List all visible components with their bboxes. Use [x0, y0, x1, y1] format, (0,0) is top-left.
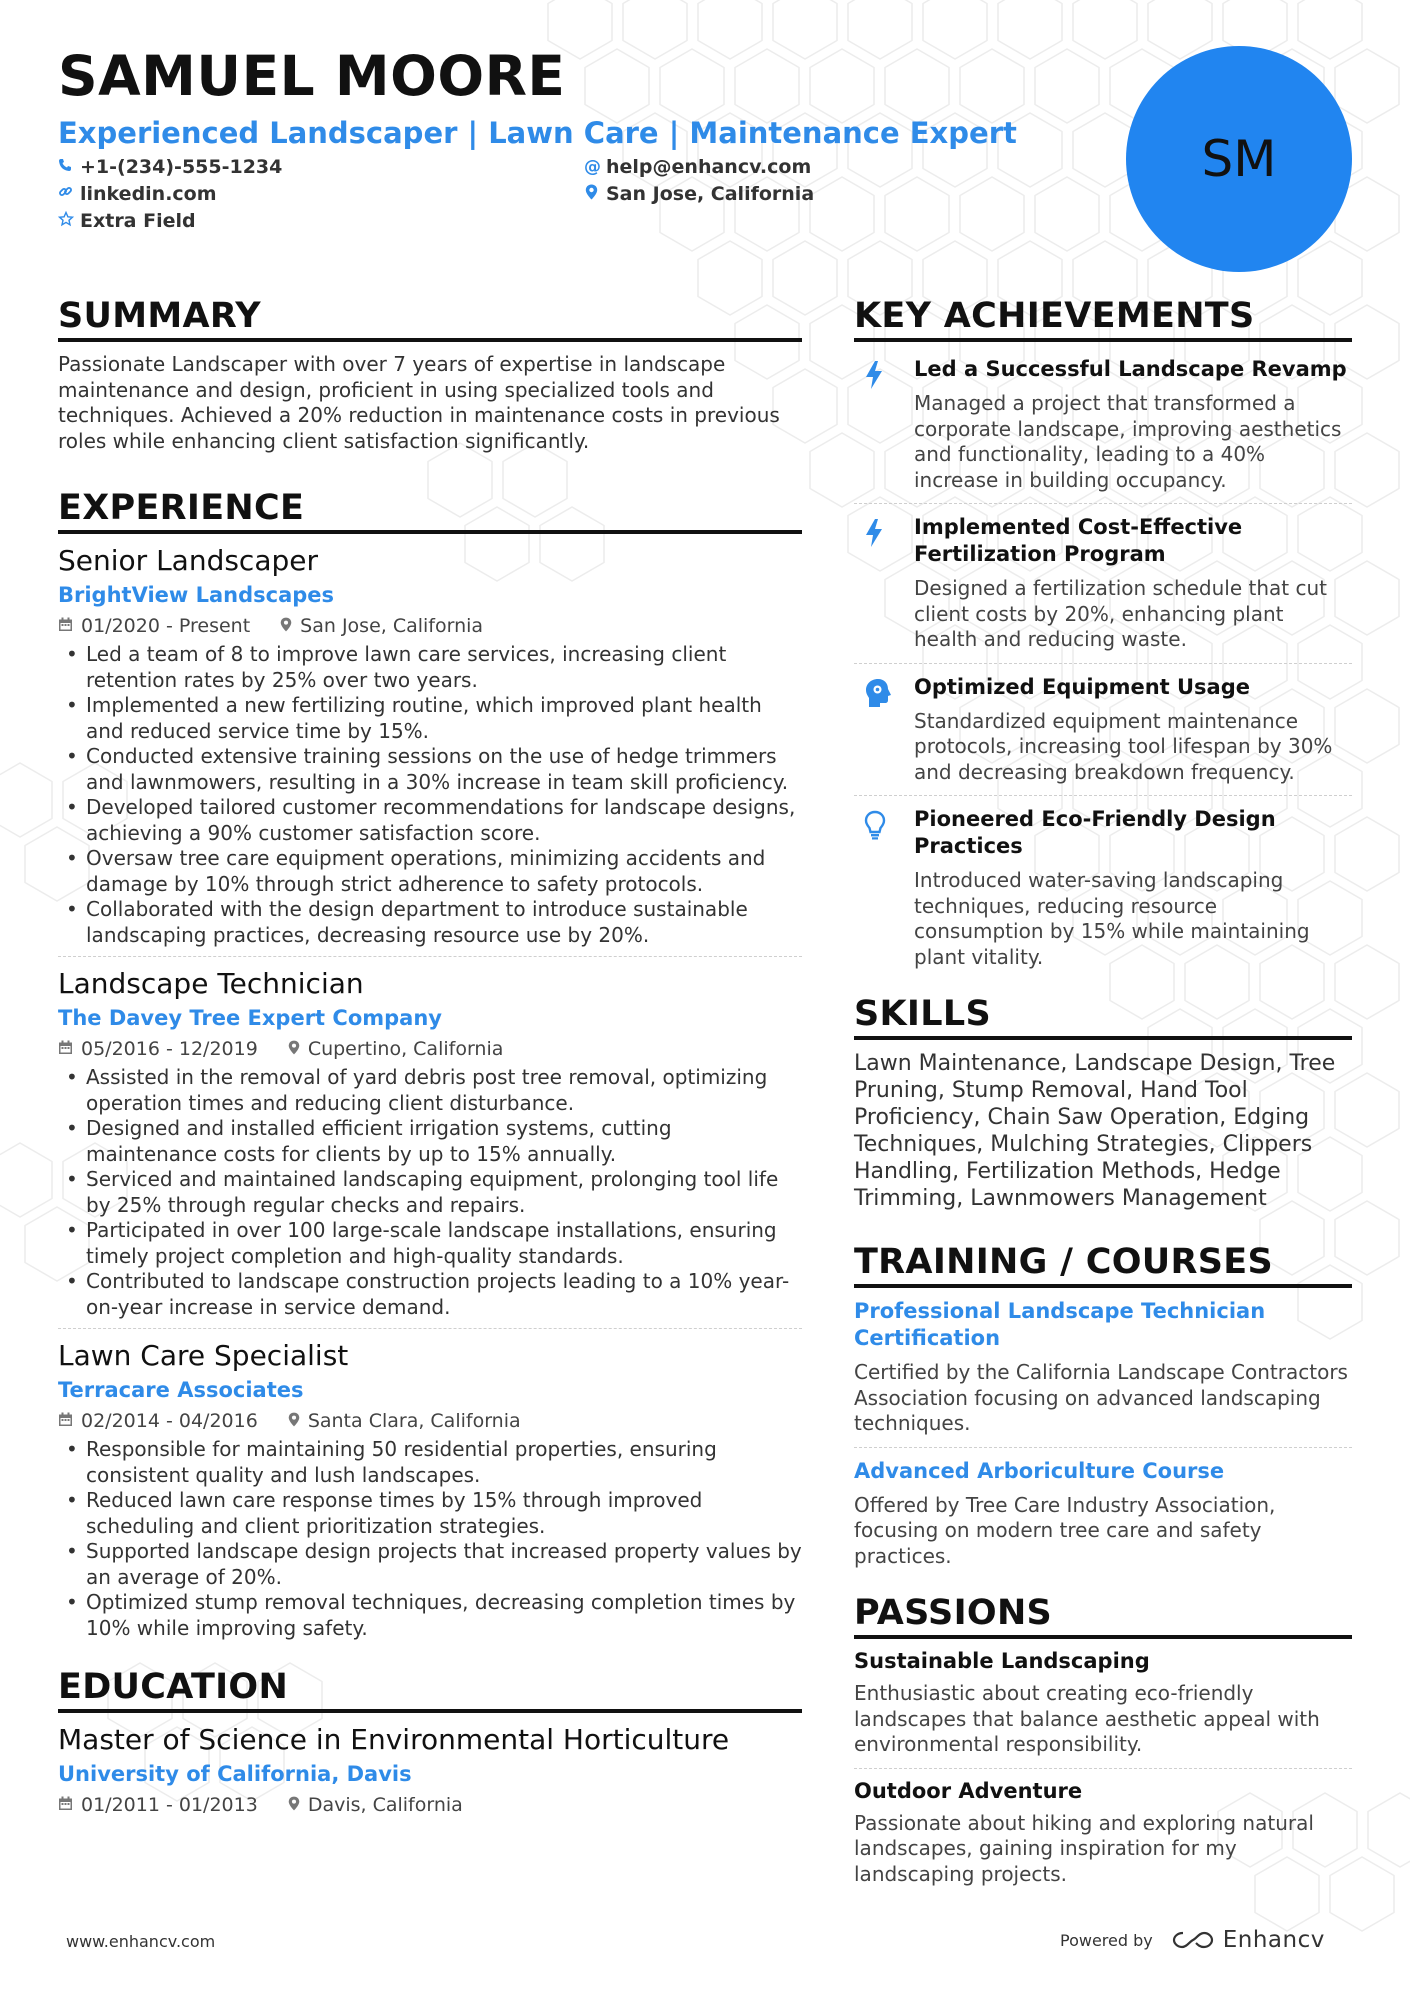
bullet-item: • Supported landscape design projects that increased property values by an average of 20%.: [58, 1539, 802, 1590]
bullet-item: • Designed and installed efficient irrigation systems, cutting maintenance costs for clients by up to 15% annually.: [58, 1116, 802, 1167]
contact-linkedin: [58, 183, 217, 205]
enhancv-brand-text: Enhancv: [1222, 1927, 1325, 1953]
candidate-name: SAMUEL MOORE: [58, 44, 566, 108]
map-pin-icon: [288, 1040, 300, 1059]
entry-divider: [854, 1447, 1352, 1448]
achievement-item: [854, 806, 1352, 970]
course-item: [854, 1458, 1352, 1570]
achievement-desc: Designed a fertilization schedule that cut client costs by 20%, enhancing plant health and reducing waste.: [914, 576, 1327, 651]
contact-email: [584, 156, 811, 178]
course-desc: Offered by Tree Care Industry Association, focusing on modern tree care and safety practices.: [854, 1492, 1276, 1568]
achievement-item: [854, 674, 1352, 786]
email-text[interactable]: help@enhancv.com: [606, 156, 812, 178]
entry-divider: [854, 503, 1352, 504]
school-name: University of California, Davis: [58, 1762, 412, 1786]
job-meta: [58, 1410, 802, 1432]
summary-heading: SUMMARY: [58, 296, 802, 342]
education-dates: 01/2011 - 01/2013: [81, 1794, 258, 1816]
education-meta: [58, 1794, 802, 1816]
achievement-desc: Managed a project that transformed a corporate landscape, improving aesthetics and functionality, leading to a 40% increase in building occupancy.: [914, 391, 1342, 492]
calendar-icon: [58, 1040, 73, 1059]
job-bullets: [58, 642, 802, 948]
entry-divider: [58, 1328, 802, 1329]
experience-entry: [58, 1339, 802, 1641]
achievement-title: Pioneered Eco-Friendly Design Practices: [914, 807, 1276, 858]
summary-text: Passionate Landscaper with over 7 years of expertise in landscape maintenance and design, proficient in using specialized tools and techniques. Achieved a 20% reduction in maintenance costs in previous roles while enhancing client satisfaction significantly.: [58, 352, 780, 453]
achievement-title: Optimized Equipment Usage: [914, 674, 1250, 699]
bullet-item: • Serviced and maintained landscaping equipment, prolonging tool life by 25% through regular checks and repairs.: [58, 1167, 802, 1218]
star-icon: [58, 211, 72, 232]
passion-item: [854, 1649, 1352, 1758]
job-dates: 02/2014 - 04/2016: [81, 1410, 258, 1432]
passion-title: Outdoor Adventure: [854, 1778, 1083, 1803]
job-location: Cupertino, California: [307, 1038, 504, 1060]
lightbulb-icon: [864, 810, 886, 970]
at-icon: @: [584, 157, 601, 177]
achievement-item: [854, 356, 1352, 493]
map-pin-icon: [584, 184, 598, 205]
bullet-item: • Reduced lawn care response times by 15% through improved scheduling and client prioritization strategies.: [58, 1488, 802, 1539]
location-text: San Jose, California: [606, 183, 815, 205]
linkedin-text[interactable]: linkedin.com: [80, 183, 217, 205]
phone-icon: [58, 157, 72, 177]
job-meta: [58, 1038, 802, 1060]
skills-text: Lawn Maintenance, Landscape Design, Tree Pruning, Stump Removal, Hand Tool Proficiency, Chain Saw Operation, Edging Techniques, Mulching Strategies, Clippers Handling, Fertilization Methods, Hedge Trimming, Lawnmowers Management: [854, 1051, 1336, 1211]
head-gear-icon: [864, 678, 892, 786]
course-item: [854, 1298, 1352, 1437]
bullet-item: • Assisted in the removal of yard debris post tree removal, optimizing operation times and reducing client disturbance.: [58, 1065, 802, 1116]
footer-branding: [1060, 1927, 1325, 1953]
powered-by-text: Powered by: [1060, 1930, 1153, 1950]
education-entry: [58, 1723, 802, 1816]
job-meta: [58, 615, 802, 637]
achievement-title: Implemented Cost-Effective Fertilization Program: [914, 515, 1243, 566]
job-dates: 01/2020 - Present: [81, 615, 251, 637]
job-title: Landscape Technician: [58, 967, 364, 1000]
extra-field-text: Extra Field: [80, 210, 196, 232]
entry-divider: [854, 663, 1352, 664]
calendar-icon: [58, 617, 73, 636]
passions-heading: PASSIONS: [854, 1593, 1352, 1639]
contact-extra: [58, 210, 196, 232]
course-title: Professional Landscape Technician Certification: [854, 1299, 1266, 1350]
bullet-item: • Participated in over 100 large-scale landscape installations, ensuring timely project completion and high-quality standards.: [58, 1218, 802, 1269]
avatar-initials: SM: [1201, 130, 1277, 188]
education-location: Davis, California: [307, 1794, 463, 1816]
enhancv-logo-icon: [1171, 1929, 1215, 1951]
passion-title: Sustainable Landscaping: [854, 1649, 1150, 1673]
company-name: Terracare Associates: [58, 1378, 304, 1402]
achievement-desc: Standardized equipment maintenance protocols, increasing tool lifespan by 30% and decreasing breakdown frequency.: [914, 708, 1333, 784]
calendar-icon: [58, 1796, 73, 1815]
lightning-icon: [864, 360, 884, 493]
right-column: [854, 296, 1352, 1887]
calendar-icon: [58, 1412, 73, 1431]
footer-website[interactable]: www.enhancv.com: [66, 1932, 216, 1951]
achievement-desc: Introduced water-saving landscaping techniques, reducing resource consumption by 15% while maintaining plant vitality.: [914, 868, 1310, 969]
bullet-item: • Responsible for maintaining 50 residential properties, ensuring consistent quality and lush landscapes.: [58, 1437, 802, 1488]
bullet-item: • Implemented a new fertilizing routine, which improved plant health and reduced service time by 15%.: [58, 693, 802, 744]
bullet-item: • Developed tailored customer recommendations for landscape designs, achieving a 90% customer satisfaction score.: [58, 795, 802, 846]
map-pin-icon: [280, 617, 292, 636]
company-name: The Davey Tree Expert Company: [58, 1006, 442, 1030]
training-heading: TRAINING / COURSES: [854, 1242, 1352, 1288]
job-dates: 05/2016 - 12/2019: [81, 1038, 258, 1060]
bullet-item: • Oversaw tree care equipment operations, minimizing accidents and damage by 10% through strict adherence to safety protocols.: [58, 846, 802, 897]
achievements-heading: KEY ACHIEVEMENTS: [854, 296, 1352, 342]
entry-divider: [854, 795, 1352, 796]
phone-text[interactable]: +1-(234)-555-1234: [80, 156, 283, 178]
bullet-item: • Collaborated with the design department to introduce sustainable landscaping practices, decreasing resource use by 20%.: [58, 897, 802, 948]
course-title: Advanced Arboriculture Course: [854, 1458, 1225, 1483]
passion-desc: Enthusiastic about creating eco-friendly landscapes that balance aesthetic appeal with environmental responsibility.: [854, 1681, 1320, 1756]
map-pin-icon: [288, 1796, 300, 1815]
enhancv-logo[interactable]: [1171, 1927, 1325, 1953]
bullet-item: • Contributed to landscape construction projects leading to a 10% year-on-year increase in service demand.: [58, 1269, 802, 1320]
passion-desc: Passionate about hiking and exploring natural landscapes, gaining inspiration for my landscaping projects.: [854, 1810, 1314, 1886]
entry-divider: [854, 1768, 1352, 1769]
degree-title: Master of Science in Environmental Horticulture: [58, 1723, 730, 1756]
skills-heading: SKILLS: [854, 994, 1352, 1040]
education-heading: EDUCATION: [58, 1667, 802, 1713]
job-bullets: [58, 1437, 802, 1641]
job-bullets: [58, 1065, 802, 1320]
bullet-item: • Conducted extensive training sessions on the use of hedge trimmers and lawnmowers, resulting in a 30% increase in team skill proficiency.: [58, 744, 802, 795]
job-location: San Jose, California: [300, 615, 484, 637]
job-location: Santa Clara, California: [307, 1410, 521, 1432]
entry-divider: [58, 956, 802, 957]
left-column: [58, 296, 802, 1816]
candidate-tagline: Experienced Landscaper | Lawn Care | Maintenance Expert: [58, 116, 1017, 150]
experience-entry: [58, 544, 802, 948]
link-icon: [58, 184, 72, 204]
map-pin-icon: [288, 1412, 300, 1431]
contact-phone: [58, 156, 282, 178]
experience-heading: EXPERIENCE: [58, 488, 802, 534]
contact-location: [584, 183, 814, 205]
passion-item: [854, 1779, 1352, 1888]
lightning-icon: [864, 518, 884, 653]
bullet-item: • Led a team of 8 to improve lawn care services, increasing client retention rates by 25% over two years.: [58, 642, 802, 693]
job-title: Lawn Care Specialist: [58, 1339, 349, 1372]
course-desc: Certified by the California Landscape Contractors Association focusing on advanced landscaping techniques.: [854, 1360, 1348, 1435]
experience-entry: [58, 967, 802, 1320]
achievement-item: [854, 514, 1352, 653]
job-title: Senior Landscaper: [58, 544, 318, 577]
company-name: BrightView Landscapes: [58, 583, 335, 607]
avatar: [1126, 46, 1352, 272]
achievement-title: Led a Successful Landscape Revamp: [914, 357, 1347, 381]
bullet-item: • Optimized stump removal techniques, decreasing completion times by 10% while improving safety.: [58, 1590, 802, 1641]
